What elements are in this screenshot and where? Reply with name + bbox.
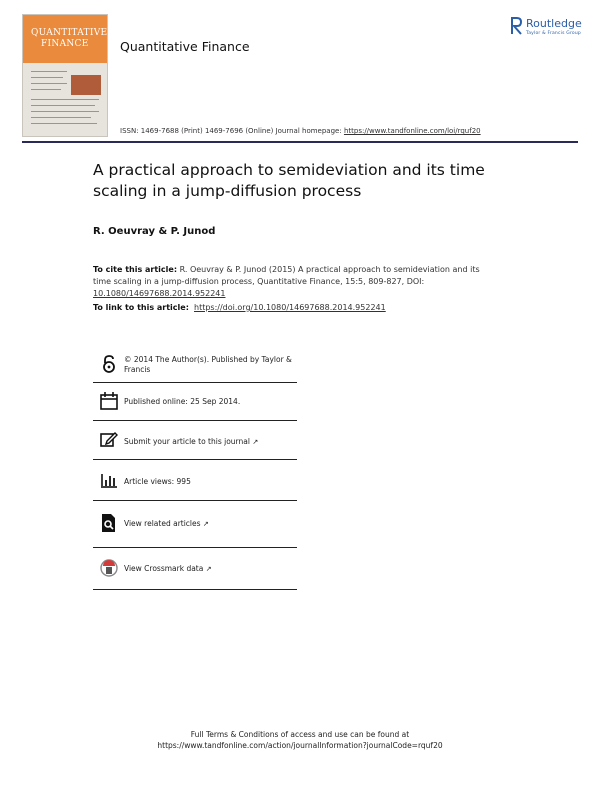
- submit-article-row[interactable]: [93, 421, 297, 460]
- submit-article-label: Submit your article to this journal: [124, 437, 250, 446]
- license-text: © 2014 The Author(s). Published by Taylor & Francis: [124, 355, 292, 374]
- related-articles-row[interactable]: [93, 501, 297, 548]
- citation-text: R. Oeuvray & P. Junod (2015) A practical approach to semideviation and its time scaling in a jump-diffusion process, Quantitative Finance, 15:5, 809-827, DOI:: [93, 265, 480, 286]
- crossmark-link[interactable]: [124, 564, 299, 574]
- crossmark-row[interactable]: [93, 548, 297, 590]
- edit-icon: [100, 430, 118, 450]
- submit-article-link[interactable]: [124, 437, 299, 447]
- crossmark-label: View Crossmark data: [124, 564, 204, 573]
- issn-line: [120, 127, 481, 135]
- external-link-icon: ↗: [205, 565, 212, 573]
- bar-chart-icon: [100, 470, 118, 490]
- footer: [0, 729, 600, 751]
- article-views-count: Article views: 995: [124, 477, 191, 486]
- article-authors: R. Oeuvray & P. Junod: [93, 226, 216, 237]
- article-link-label: To link to this article:: [93, 303, 189, 312]
- published-row: [93, 383, 297, 421]
- publisher-name: Routledge: [526, 17, 582, 30]
- journal-homepage-link[interactable]: https://www.tandfonline.com/loi/rquf20: [343, 127, 481, 135]
- journal-cover-image: [22, 14, 108, 137]
- external-link-icon: ↗: [202, 520, 209, 528]
- external-link-icon: ↗: [252, 438, 259, 446]
- article-title: A practical approach to semideviation and its time scaling in a jump-diffusion process: [93, 161, 485, 200]
- routledge-logo-icon: [511, 17, 522, 35]
- license-row: [93, 350, 297, 383]
- related-articles-label: View related articles: [124, 519, 201, 528]
- citation-block: [93, 264, 493, 300]
- issn-text: ISSN: 1469-7688 (Print) 1469-7696 (Online) Journal homepage:: [120, 127, 342, 135]
- cover-title-line1: QUANTITATIVE: [31, 28, 108, 38]
- footer-terms-text: Full Terms & Conditions of access and use can be found at: [190, 730, 410, 739]
- related-articles-icon: [100, 513, 118, 533]
- open-access-icon: [100, 354, 118, 374]
- cover-title-line2: FINANCE: [41, 39, 89, 49]
- header-divider: [22, 141, 578, 143]
- journal-title: Quantitative Finance: [120, 39, 250, 54]
- crossmark-icon: [100, 558, 118, 578]
- footer-terms-link[interactable]: https://www.tandfonline.com/action/journalInformation?journalCode=rquf20: [157, 741, 443, 750]
- article-views-row: [93, 460, 297, 501]
- publisher-tagline: Taylor & Francis Group: [526, 31, 581, 36]
- article-link-row: [93, 303, 386, 312]
- citation-label: To cite this article:: [93, 265, 178, 274]
- citation-doi-link[interactable]: 10.1080/14697688.2014.952241: [93, 289, 226, 298]
- article-doi-link[interactable]: https://doi.org/10.1080/14697688.2014.952241: [194, 303, 386, 312]
- related-articles-link[interactable]: [124, 519, 299, 529]
- calendar-icon: [100, 391, 118, 411]
- published-date: Published online: 25 Sep 2014.: [124, 397, 241, 406]
